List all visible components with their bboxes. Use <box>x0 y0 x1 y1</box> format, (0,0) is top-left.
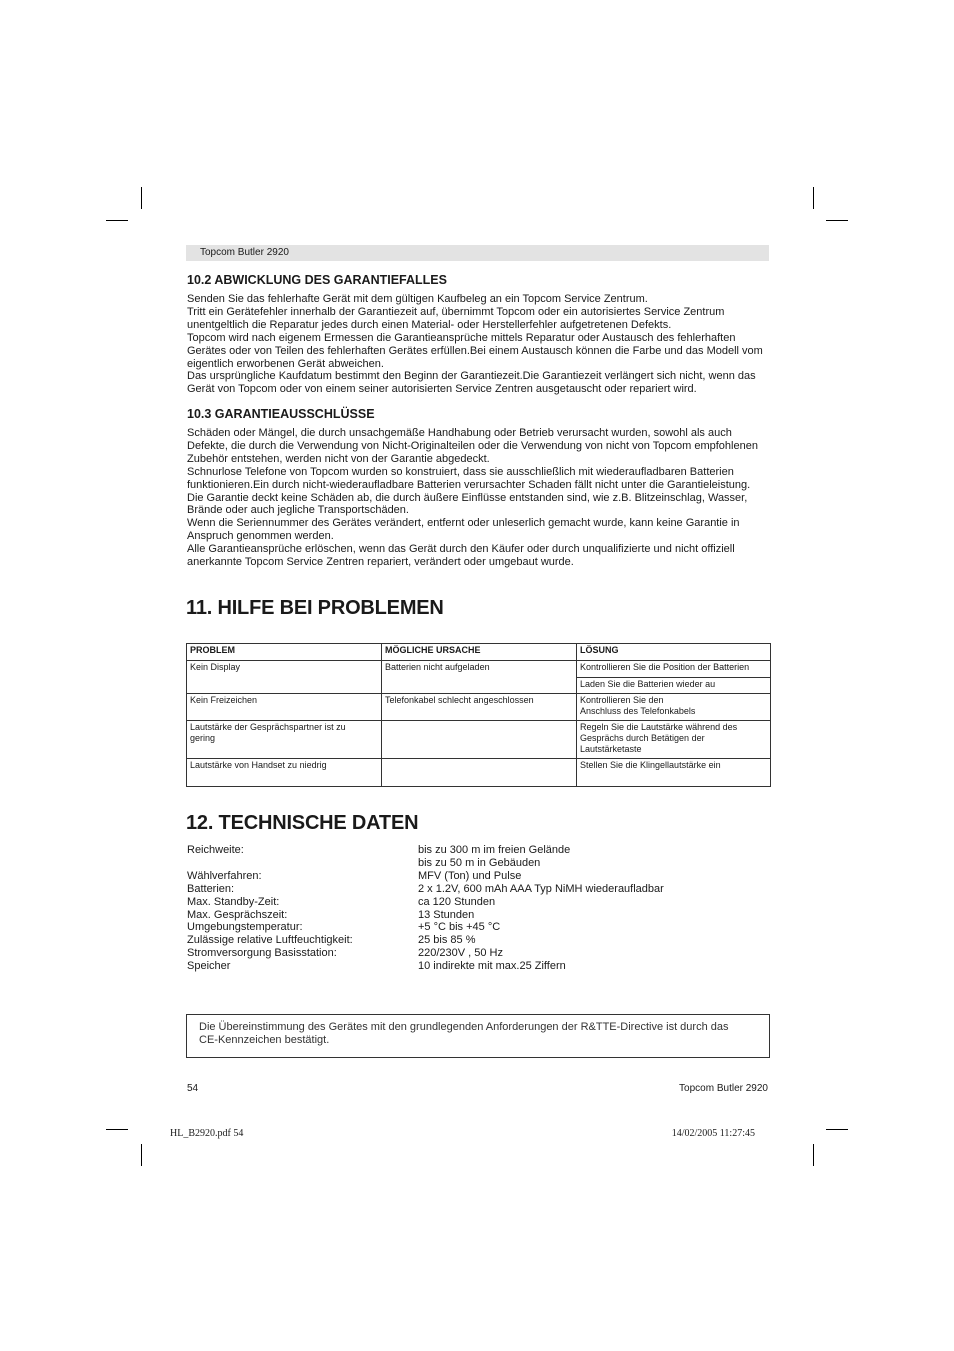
spec-row <box>187 896 769 909</box>
page-number: 54 <box>187 1083 199 1094</box>
table-row <box>187 759 771 787</box>
cause-cell <box>382 759 577 787</box>
problem-cell: Kein Freizeichen <box>187 694 382 721</box>
spec-key: Batterien: <box>187 882 235 895</box>
spec-key: Speicher <box>187 960 231 973</box>
spec-key: Max. Standby-Zeit: <box>187 895 280 908</box>
print-file-label: HL_B2920.pdf 54 <box>170 1128 244 1139</box>
table-row <box>187 721 771 759</box>
table-row <box>187 661 771 678</box>
section-text: Schäden oder Mängel, die durch unsachgemäße Handhabung oder Betrieb verursacht wurden, sowohl als auch Defekte, die durch die Verwendung von Nicht-Originalteilen oder die Verwendung von nicht von Topcom empfohlenen Zubehör entstehen, werden nicht von der Garantie abgedeckt. Schnurlose Telefone von Topcom wurden so konstruiert, dass sie ausschließlich mit wiederaufladbaren Batterien funktionieren.Ein durch nicht-wiederaufladbare Batterien verursachter Schaden fällt nicht unter die Garantieleistung. Die Garantie deckt keine Schäden ab, die durch äußere Einflüsse entstanden sind, wie z.B. Blitzeinschlag, Wasser, Brände oder auch jegliche Transportschäden. Wenn die Seriennummer des Gerätes verändert, entfernt oder unleserlich gemacht wurde, kann keine Garantie in Anspruch genommen werden. Alle Garantieansprüche erlöschen, wenn das Gerät durch den Käufer oder durch unqualifizierte und nicht offiziell anerkannte Topcom Service Zentren repariert, verändert oder umgebaut wurde. <box>187 427 758 569</box>
page-header <box>186 245 769 261</box>
spec-row <box>187 857 769 870</box>
solution-cell: Kontrollieren Sie die Position der Batterien <box>577 661 771 678</box>
spec-row <box>187 870 769 883</box>
problem-cell: Kein Display <box>187 661 382 694</box>
ce-notice-box <box>186 1014 770 1058</box>
spec-key: Zulässige relative Luftfeuchtigkeit: <box>187 934 353 947</box>
solution-cell: Stellen Sie die Klingellautstärke ein <box>577 759 771 787</box>
spec-value: +5 °C bis +45 °C <box>418 921 501 934</box>
crop-mark <box>813 187 814 209</box>
spec-row <box>187 921 769 934</box>
column-header: PROBLEM <box>187 644 382 661</box>
spec-value: MFV (Ton) und Pulse <box>418 869 522 882</box>
spec-value: 220/230V , 50 Hz <box>418 947 504 960</box>
crop-mark <box>826 220 848 221</box>
crop-mark <box>813 1144 814 1166</box>
chapter-heading-technical-data: 12. TECHNISCHE DATEN <box>186 812 419 834</box>
spec-key: Reichweite: <box>187 844 244 856</box>
spec-key: Umgebungstemperatur: <box>187 921 303 934</box>
solution-cell: Kontrollieren Sie den Anschluss des Telefonkabels <box>577 694 771 721</box>
spec-row <box>187 883 769 896</box>
crop-mark <box>106 1129 128 1130</box>
table-row <box>187 694 771 721</box>
spec-row <box>187 844 769 857</box>
section-heading: 10.2 ABWICKLUNG DES GARANTIEFALLES <box>187 273 447 287</box>
spec-row <box>187 960 769 973</box>
problem-cell: Lautstärke der Gesprächspartner ist zu gering <box>187 721 382 759</box>
column-header: MÖGLICHE URSACHE <box>382 644 577 661</box>
spec-row <box>187 909 769 922</box>
cause-cell: Batterien nicht aufgeladen <box>382 661 577 694</box>
section-warranty-handling <box>187 273 769 396</box>
spec-value: bis zu 300 m im freien Gelände <box>418 844 571 856</box>
spec-key: Max. Gesprächszeit: <box>187 908 288 921</box>
spec-list <box>187 844 769 973</box>
spec-row <box>187 947 769 960</box>
spec-key: Wählverfahren: <box>187 869 262 882</box>
spec-key <box>187 857 418 870</box>
table-header-row <box>187 644 771 661</box>
footer-product: Topcom Butler 2920 <box>679 1083 768 1094</box>
cause-cell: Telefonkabel schlecht angeschlossen <box>382 694 577 721</box>
spec-key: Stromversorgung Basisstation: <box>187 947 337 960</box>
spec-value: bis zu 50 m in Gebäuden <box>418 856 541 869</box>
crop-mark <box>141 1144 142 1166</box>
section-warranty-exclusions <box>187 407 769 569</box>
spec-value: ca 120 Stunden <box>418 895 496 908</box>
chapter-heading-troubleshooting: 11. HILFE BEI PROBLEMEN <box>186 597 444 619</box>
crop-mark <box>106 220 128 221</box>
problem-cell: Lautstärke von Handset zu niedrig <box>187 759 382 787</box>
spec-value: 25 bis 85 % <box>418 934 476 947</box>
spec-row <box>187 934 769 947</box>
troubleshooting-table <box>186 643 771 787</box>
page-header-title: Topcom Butler 2920 <box>200 247 289 258</box>
spec-value: 10 indirekte mit max.25 Ziffern <box>418 960 566 973</box>
crop-mark <box>826 1129 848 1130</box>
spec-value: 13 Stunden <box>418 908 475 921</box>
spec-value: 2 x 1.2V, 600 mAh AAA Typ NiMH wiederaufladbar <box>418 882 664 895</box>
ce-notice-text: Die Übereinstimmung des Gerätes mit den grundlegenden Anforderungen der R&TTE-Directive ist durch das CE-Kennzeichen bestätigt. <box>199 1021 729 1046</box>
print-timestamp: 14/02/2005 11:27:45 <box>671 1128 755 1139</box>
column-header: LÖSUNG <box>577 644 771 661</box>
crop-mark <box>141 187 142 209</box>
cause-cell <box>382 721 577 759</box>
section-text: Senden Sie das fehlerhafte Gerät mit dem gültigen Kaufbeleg an ein Topcom Service Zentrum. Tritt ein Gerätefehler innerhalb der Garantiezeit auf, übernimmt Topcom oder ein autorisiertes Service Zentrum unentgeltlich die Reparatur jedes durch einen Material- oder Herstellerfehler aufgetretenen Defekts. Topcom wird nach eigenem Ermessen die Garantieansprüche mittels Reparatur oder Austausch des fehlerhaften Gerätes oder von Teilen des fehlerhaften Gerätes erfüllen.Bei einem Austausch können die Farbe und das Modell vom eigentlich erworbenen Gerät abweichen. Das ursprüngliche Kaufdatum bestimmt den Beginn der Garantiezeit.Die Garantiezeit verlängert sich nicht, wenn das Gerät von Topcom oder von einem seiner autorisierten Service Zentren ausgetauscht oder repariert wird. <box>187 293 763 396</box>
section-heading: 10.3 GARANTIEAUSSCHLÜSSE <box>187 407 375 421</box>
solution-cell: Laden Sie die Batterien wieder au <box>577 677 771 694</box>
solution-cell: Regeln Sie die Lautstärke während des Gesprächs durch Betätigen der Lautstärketaste <box>577 721 771 759</box>
